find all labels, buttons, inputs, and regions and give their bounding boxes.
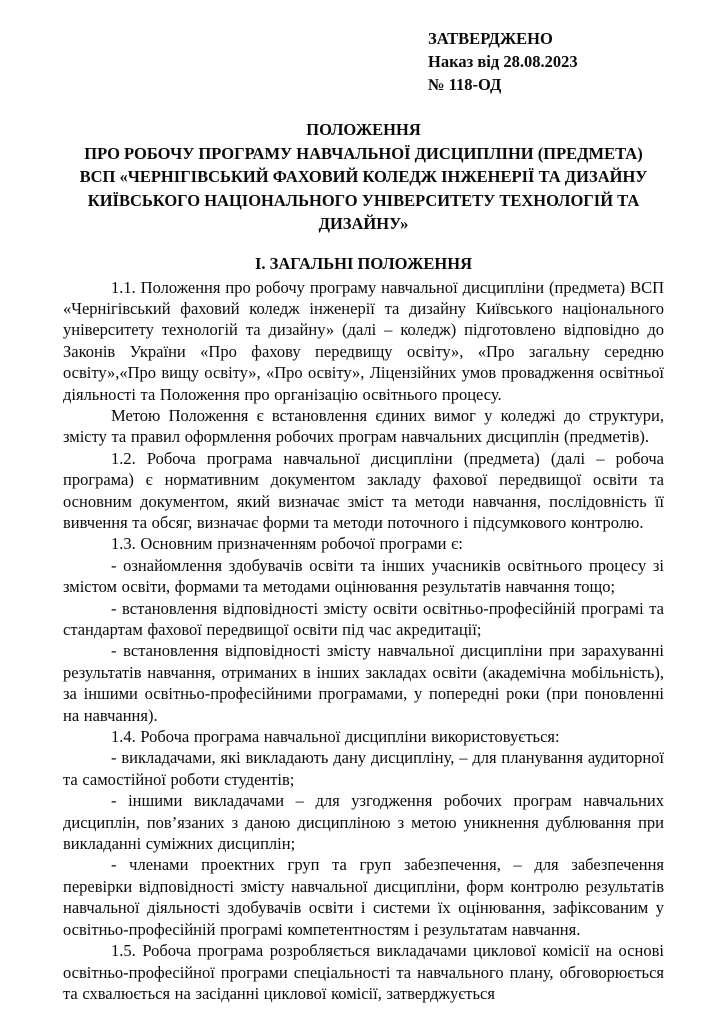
document-title-line: ДИЗАЙНУ» [318,214,409,233]
approval-number-line: № 118-ОД [428,75,502,94]
paragraph: - викладачами, які викладають дану дисципліну, – для планування аудиторної та самостійної роботи студентів; [63,748,664,789]
approval-order-line: Наказ від 28.08.2023 [428,52,578,71]
document-title-line: ПОЛОЖЕННЯ [306,120,421,139]
paragraph: - членами проектних груп та груп забезпечення, – для забезпечення перевірки відповідності змісту навчальної дисципліни, форм контролю результатів навчальної діяльності здобувачів освіти і системи їх оцінювання, зафіксованим у освітньо-професійній програмі компетентностям і результатам навчання. [63,855,664,939]
section-heading: І. ЗАГАЛЬНІ ПОЛОЖЕННЯ [255,253,472,273]
document-title-line: КИЇВСЬКОГО НАЦІОНАЛЬНОГО УНІВЕРСИТЕТУ ТЕХНОЛОГІЙ ТА [87,190,640,210]
document-title-line: ПРО РОБОЧУ ПРОГРАМУ НАВЧАЛЬНОЇ ДИСЦИПЛІНИ (ПРЕДМЕТА) [84,143,643,163]
paragraph: 1.4. Робоча програма навчальної дисципліни використовується: [111,727,560,747]
paragraph: - встановлення відповідності змісту освіти освітньо-професійній програмі та стандартам фахової передвищої освіти під час акредитації; [63,598,664,639]
document-body [63,277,664,1005]
document-title [63,118,664,236]
paragraph: Метою Положення є встановлення єдиних вимог у коледжі до структури, змісту та правил оформлення робочих програм навчальних дисциплін (предметів). [63,405,664,447]
paragraph: - іншими викладачами – для узгодження робочих програм навчальних дисциплін, пов’язаних з даною дисципліною з метою уникнення дублювання при викладанні суміжних дисциплін; [63,791,664,854]
paragraph: 1.5. Робоча програма розробляється викладачами циклової комісії на основі освітньо-професійної програми спеціальності та навчального плану, обговорюється та схвалюється на засіданні циклової комісії, затверджується [63,941,664,1003]
document-title-line: ВСП «ЧЕРНІГІВСЬКИЙ ФАХОВИЙ КОЛЕДЖ ІНЖЕНЕРІЇ ТА ДИЗАЙНУ [79,167,648,186]
paragraph: 1.2. Робоча програма навчальної дисципліни (предмета) (далі – робоча програма) є нормативним документом закладу фахової передвищої освіти та основним документом, який визначає зміст та методи навчання, послідовність її вивчення та обсяг, визначає форми та методи поточного і підсумкового контролю. [63,448,664,532]
paragraph: - встановлення відповідності змісту навчальної дисципліни при зарахуванні результатів навчання, отриманих в інших закладах освіти (академічна мобільність), за іншими освітньо-професійними програмами, у попередні роки (при поновленні на навчання). [63,641,664,725]
paragraph: 1.3. Основним призначенням робочої програми є: [111,534,463,554]
approval-block [428,27,664,96]
paragraph: 1.1. Положення про робочу програму навчальної дисципліни (предмета) ВСП «Чернігівський фаховий коледж інженерії та дизайну Київського національного університету технологій та дизайну» (далі – коледж) підготовлено відповідно до Законів України «Про фахову передвищу освіту», «Про загальну середню освіту»,«Про вищу освіту», «Про освіту», Ліцензійних умов провадження освітньої діяльності та Положення про організацію освітнього процесу. [63,277,664,404]
approval-approved-label: ЗАТВЕРДЖЕНО [428,29,553,48]
paragraph: - ознайомлення здобувачів освіти та інших учасників освітнього процесу зі змістом освіти, формами та методами оцінювання результатів навчання тощо; [63,555,664,597]
